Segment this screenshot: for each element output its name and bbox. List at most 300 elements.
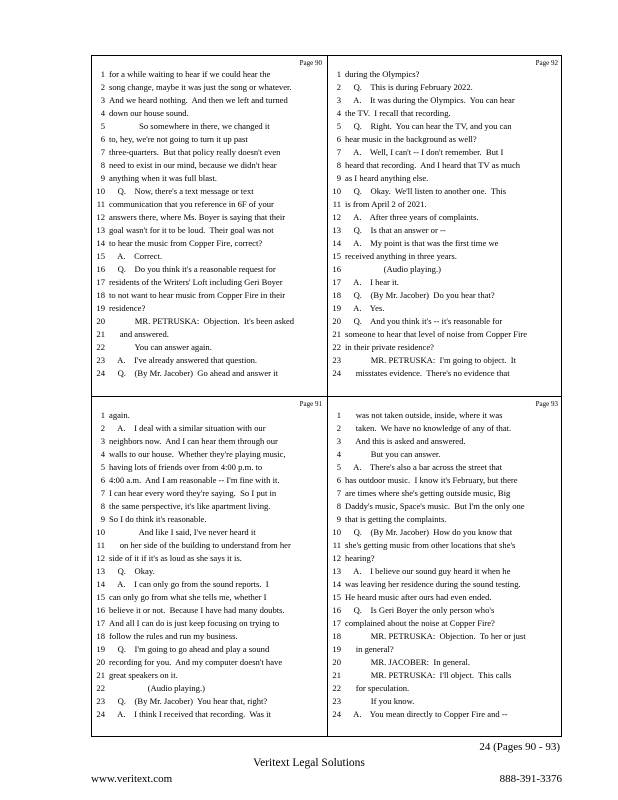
line-number: 7 bbox=[336, 147, 341, 157]
line-number: 13 bbox=[332, 225, 341, 235]
transcript-line bbox=[328, 539, 562, 552]
transcript-line bbox=[328, 133, 562, 146]
line-text: MR. JACOBER: In general. bbox=[345, 657, 471, 667]
transcript-line bbox=[328, 250, 562, 263]
line-text: residents of the Writers' Loft including Geri Boyer bbox=[109, 277, 283, 287]
line-number: 14 bbox=[332, 579, 341, 589]
transcript-line bbox=[328, 159, 562, 172]
line-number: 23 bbox=[332, 696, 341, 706]
transcript-page-93 bbox=[328, 397, 562, 737]
transcript-line bbox=[328, 354, 562, 367]
transcript-line bbox=[92, 328, 326, 341]
line-text: MR. PETRUSKA: I'll object. This calls bbox=[345, 670, 512, 680]
transcript-line bbox=[92, 341, 326, 354]
transcript-line bbox=[328, 185, 562, 198]
line-text: A. You mean directly to Copper Fire and -- bbox=[345, 709, 508, 719]
line-number: 18 bbox=[332, 631, 341, 641]
line-text: Q. This is during February 2022. bbox=[345, 82, 473, 92]
line-number: 16 bbox=[332, 264, 341, 274]
transcript-line bbox=[92, 237, 326, 250]
line-number: 17 bbox=[96, 618, 105, 628]
transcript-line bbox=[92, 107, 326, 120]
line-text: in general? bbox=[345, 644, 394, 654]
transcript-line bbox=[92, 409, 326, 422]
transcript-page-90 bbox=[92, 56, 326, 396]
line-number: 13 bbox=[96, 225, 105, 235]
line-text: Q. I'm going to go ahead and play a sound bbox=[109, 644, 270, 654]
line-number: 17 bbox=[332, 618, 341, 628]
line-text: song change, maybe it was just the song or whatever. bbox=[109, 82, 292, 92]
line-number: 3 bbox=[100, 436, 105, 446]
transcript-line bbox=[92, 578, 326, 591]
line-number: 18 bbox=[96, 631, 105, 641]
transcript-line bbox=[328, 367, 562, 380]
line-text: on her side of the building to understand from her bbox=[109, 540, 291, 550]
line-text: And this is asked and answered. bbox=[345, 436, 466, 446]
line-number: 24 bbox=[332, 709, 341, 719]
transcript-line bbox=[328, 708, 562, 721]
line-number: 11 bbox=[96, 199, 105, 209]
line-number: 7 bbox=[100, 147, 105, 157]
transcript-line bbox=[328, 422, 562, 435]
transcript-frame bbox=[91, 55, 562, 737]
line-text: recording for you. And my computer doesn't have bbox=[109, 657, 283, 667]
line-text: And we heard nothing. And then we left and turned bbox=[109, 95, 288, 105]
line-number: 4 bbox=[100, 108, 105, 118]
line-text: I can hear every word they're saying. So I put in bbox=[109, 488, 277, 498]
line-number: 14 bbox=[96, 238, 105, 248]
line-text: are times where she's getting outside music, Big bbox=[345, 488, 511, 498]
line-text: in their private residence? bbox=[345, 342, 434, 352]
line-number: 22 bbox=[332, 683, 341, 693]
transcript-line bbox=[92, 315, 326, 328]
line-number: 4 bbox=[336, 108, 341, 118]
line-text: to hear the music from Copper Fire, correct? bbox=[109, 238, 263, 248]
line-text: three-quarters. But that policy really doesn't even bbox=[109, 147, 281, 157]
line-text: heard that recording. And I heard that TV as much bbox=[345, 160, 521, 170]
line-text: (Audio playing.) bbox=[109, 683, 205, 693]
transcript-line bbox=[328, 487, 562, 500]
transcript-line bbox=[328, 643, 562, 656]
line-text: was leaving her residence during the sound testing. bbox=[345, 579, 521, 589]
transcript-line bbox=[92, 669, 326, 682]
page-number-label: Page 93 bbox=[535, 400, 558, 408]
line-text: A. Yes. bbox=[345, 303, 385, 313]
line-number: 15 bbox=[332, 251, 341, 261]
line-text: But you can answer. bbox=[345, 449, 441, 459]
line-number: 9 bbox=[100, 514, 105, 524]
transcript-line bbox=[328, 68, 562, 81]
transcript-line bbox=[328, 276, 562, 289]
transcript-line bbox=[92, 224, 326, 237]
line-number: 2 bbox=[336, 423, 341, 433]
transcript-line bbox=[328, 604, 562, 617]
line-text: A. There's also a bar across the street that bbox=[345, 462, 502, 472]
transcript-line bbox=[328, 617, 562, 630]
line-text: to, hey, we're not going to turn it up past bbox=[109, 134, 248, 144]
transcript-line bbox=[92, 461, 326, 474]
line-text: So somewhere in there, we changed it bbox=[109, 121, 270, 131]
transcript-line bbox=[328, 695, 562, 708]
line-number: 1 bbox=[336, 69, 341, 79]
line-number: 3 bbox=[336, 95, 341, 105]
line-number: 16 bbox=[96, 264, 105, 274]
line-text: A. I can only go from the sound reports. I bbox=[109, 579, 269, 589]
transcript-line bbox=[92, 500, 326, 513]
line-number: 23 bbox=[332, 355, 341, 365]
line-number: 6 bbox=[336, 475, 341, 485]
line-number: 1 bbox=[336, 410, 341, 420]
transcript-line bbox=[92, 94, 326, 107]
line-text: has outdoor music. I know it's February, but there bbox=[345, 475, 518, 485]
line-number: 24 bbox=[332, 368, 341, 378]
transcript-line bbox=[92, 552, 326, 565]
transcript-line bbox=[92, 68, 326, 81]
line-text: was not taken outside, inside, where it was bbox=[345, 410, 503, 420]
line-text: Q. Now, there's a text message or text bbox=[109, 186, 254, 196]
line-text: to not want to hear music from Copper Fire in their bbox=[109, 290, 286, 300]
line-text: So I do think it's reasonable. bbox=[109, 514, 207, 524]
transcript-line bbox=[92, 487, 326, 500]
line-text: down our house sound. bbox=[109, 108, 189, 118]
line-text: is from April 2 of 2021. bbox=[345, 199, 427, 209]
line-text: Q. Okay. bbox=[109, 566, 155, 576]
line-number: 14 bbox=[96, 579, 105, 589]
line-text: A. I think I received that recording. Was it bbox=[109, 709, 271, 719]
transcript-line bbox=[92, 695, 326, 708]
line-text: the TV. I recall that recording. bbox=[345, 108, 451, 118]
transcript-page-91 bbox=[92, 397, 326, 737]
line-text: A. I've already answered that question. bbox=[109, 355, 258, 365]
line-number: 5 bbox=[336, 462, 341, 472]
line-text: Q. Right. You can hear the TV, and you can bbox=[345, 121, 512, 131]
line-number: 9 bbox=[100, 173, 105, 183]
transcript-line bbox=[92, 474, 326, 487]
line-number: 7 bbox=[100, 488, 105, 498]
transcript-line bbox=[328, 578, 562, 591]
transcript-line bbox=[328, 435, 562, 448]
transcript-line bbox=[92, 302, 326, 315]
line-number: 23 bbox=[96, 355, 105, 365]
line-number: 19 bbox=[96, 644, 105, 654]
line-number: 8 bbox=[336, 501, 341, 511]
transcript-line bbox=[328, 461, 562, 474]
line-text: hear music in the background as well? bbox=[345, 134, 477, 144]
transcript-line bbox=[92, 185, 326, 198]
line-number: 20 bbox=[332, 657, 341, 667]
transcript-line bbox=[92, 565, 326, 578]
line-text: for a while waiting to hear if we could hear the bbox=[109, 69, 271, 79]
line-text: Q. (By Mr. Jacober) Go ahead and answer it bbox=[109, 368, 278, 378]
line-number: 14 bbox=[332, 238, 341, 248]
transcript-line bbox=[92, 146, 326, 159]
line-number: 10 bbox=[96, 186, 105, 196]
transcript-line bbox=[328, 302, 562, 315]
line-text: hearing? bbox=[345, 553, 375, 563]
line-text: And all I can do is just keep focusing on trying to bbox=[109, 618, 280, 628]
line-text: 4:00 a.m. And I am reasonable -- I'm fine with it. bbox=[109, 475, 280, 485]
line-number: 8 bbox=[100, 160, 105, 170]
line-number: 8 bbox=[336, 160, 341, 170]
line-number: 10 bbox=[332, 527, 341, 537]
line-text: Q. Is Geri Boyer the only person who's bbox=[345, 605, 495, 615]
line-text: MR. PETRUSKA: Objection. It's been asked bbox=[109, 316, 295, 326]
transcript-line bbox=[92, 172, 326, 185]
line-number: 12 bbox=[96, 553, 105, 563]
transcript-line bbox=[328, 172, 562, 185]
transcript-line bbox=[92, 120, 326, 133]
transcript-line bbox=[92, 367, 326, 380]
line-text: received anything in three years. bbox=[345, 251, 457, 261]
line-number: 10 bbox=[332, 186, 341, 196]
line-number: 24 bbox=[96, 368, 105, 378]
transcript-line bbox=[92, 250, 326, 263]
website-link[interactable]: www.veritext.com bbox=[91, 773, 173, 785]
line-text: And like I said, I've never heard it bbox=[109, 527, 256, 537]
line-text: A. It was during the Olympics. You can hear bbox=[345, 95, 515, 105]
line-text: A. My point is that was the first time we bbox=[345, 238, 499, 248]
line-number: 1 bbox=[100, 69, 105, 79]
line-number: 17 bbox=[96, 277, 105, 287]
line-text: A. I hear it. bbox=[345, 277, 399, 287]
line-text: (Audio playing.) bbox=[345, 264, 441, 274]
line-number: 12 bbox=[332, 212, 341, 222]
line-text: she's getting music from other locations that she's bbox=[345, 540, 516, 550]
line-number: 11 bbox=[332, 540, 341, 550]
line-number: 20 bbox=[96, 316, 105, 326]
line-text: for speculation. bbox=[345, 683, 410, 693]
line-text: again. bbox=[109, 410, 130, 420]
line-number: 6 bbox=[100, 134, 105, 144]
line-number: 21 bbox=[332, 329, 341, 339]
line-text: A. Correct. bbox=[109, 251, 162, 261]
line-number: 3 bbox=[100, 95, 105, 105]
transcript-line bbox=[92, 198, 326, 211]
line-text: Q. And you think it's -- it's reasonable for bbox=[345, 316, 503, 326]
transcript-line bbox=[328, 526, 562, 539]
transcript-line bbox=[328, 656, 562, 669]
line-number: 20 bbox=[332, 316, 341, 326]
transcript-line bbox=[92, 435, 326, 448]
line-number: 17 bbox=[332, 277, 341, 287]
line-number: 5 bbox=[100, 462, 105, 472]
transcript-line bbox=[92, 539, 326, 552]
transcript-line bbox=[92, 656, 326, 669]
transcript-line bbox=[92, 630, 326, 643]
page-number-label: Page 92 bbox=[535, 59, 558, 67]
line-text: Daddy's music, Space's music. But I'm the only one bbox=[345, 501, 525, 511]
line-number: 18 bbox=[332, 290, 341, 300]
line-number: 12 bbox=[332, 553, 341, 563]
transcript-line bbox=[328, 409, 562, 422]
line-number: 19 bbox=[332, 303, 341, 313]
line-text: communication that you reference in 6F of your bbox=[109, 199, 274, 209]
transcript-line bbox=[328, 94, 562, 107]
line-text: complained about the noise at Copper Fire? bbox=[345, 618, 495, 628]
company-name: Veritext Legal Solutions bbox=[253, 757, 365, 769]
transcript-line bbox=[328, 224, 562, 237]
line-text: during the Olympics? bbox=[345, 69, 420, 79]
transcript-line bbox=[92, 513, 326, 526]
line-number: 11 bbox=[332, 199, 341, 209]
line-number: 2 bbox=[100, 82, 105, 92]
line-number: 5 bbox=[100, 121, 105, 131]
transcript-line bbox=[92, 159, 326, 172]
phone-number: 888-391-3376 bbox=[499, 773, 562, 785]
line-number: 22 bbox=[332, 342, 341, 352]
page-range-label: 24 (Pages 90 - 93) bbox=[479, 741, 560, 753]
line-text: A. Well, I can't -- I don't remember. But I bbox=[345, 147, 504, 157]
transcript-line bbox=[92, 133, 326, 146]
transcript-line bbox=[328, 315, 562, 328]
line-number: 21 bbox=[332, 670, 341, 680]
line-text: need to exist in our mind, because we didn't hear bbox=[109, 160, 277, 170]
line-number: 9 bbox=[336, 173, 341, 183]
line-number: 15 bbox=[332, 592, 341, 602]
line-text: A. After three years of complaints. bbox=[345, 212, 479, 222]
transcript-line bbox=[328, 591, 562, 604]
transcript-line bbox=[92, 81, 326, 94]
line-text: residence? bbox=[109, 303, 146, 313]
line-text: MR. PETRUSKA: I'm going to object. It bbox=[345, 355, 517, 365]
line-text: great speakers on it. bbox=[109, 670, 178, 680]
transcript-line bbox=[92, 617, 326, 630]
transcript-line bbox=[328, 237, 562, 250]
line-number: 23 bbox=[96, 696, 105, 706]
line-number: 21 bbox=[96, 670, 105, 680]
transcript-line bbox=[92, 448, 326, 461]
transcript-page-92 bbox=[328, 56, 562, 396]
line-text: If you know. bbox=[345, 696, 415, 706]
transcript-line bbox=[92, 526, 326, 539]
transcript-line bbox=[328, 81, 562, 94]
line-text: Q. (By Mr. Jacober) You hear that, right? bbox=[109, 696, 268, 706]
transcript-line bbox=[328, 630, 562, 643]
line-text: He heard music after ours had even ended. bbox=[345, 592, 492, 602]
transcript-line bbox=[328, 500, 562, 513]
line-number: 3 bbox=[336, 436, 341, 446]
transcript-line bbox=[328, 474, 562, 487]
line-number: 18 bbox=[96, 290, 105, 300]
line-text: Q. (By Mr. Jacober) Do you hear that? bbox=[345, 290, 495, 300]
line-text: side of it if it's as loud as she says it is. bbox=[109, 553, 242, 563]
line-text: A. I deal with a similar situation with our bbox=[109, 423, 266, 433]
line-number: 4 bbox=[336, 449, 341, 459]
line-number: 16 bbox=[332, 605, 341, 615]
transcript-line bbox=[92, 211, 326, 224]
line-text: having lots of friends over from 4:00 p.m. to bbox=[109, 462, 263, 472]
line-number: 21 bbox=[96, 329, 105, 339]
line-text: Q. Do you think it's a reasonable request for bbox=[109, 264, 276, 274]
line-text: believe it or not. Because I have had many doubts. bbox=[109, 605, 285, 615]
transcript-line bbox=[92, 422, 326, 435]
line-text: Q. Is that an answer or -- bbox=[345, 225, 446, 235]
line-text: taken. We have no knowledge of any of that. bbox=[345, 423, 512, 433]
transcript-line bbox=[92, 604, 326, 617]
transcript-line bbox=[328, 120, 562, 133]
line-number: 15 bbox=[96, 592, 105, 602]
transcript-line bbox=[92, 643, 326, 656]
transcript-line bbox=[328, 682, 562, 695]
transcript-line bbox=[92, 591, 326, 604]
transcript-line bbox=[328, 263, 562, 276]
line-number: 19 bbox=[96, 303, 105, 313]
page-number-label: Page 91 bbox=[299, 400, 322, 408]
line-text: walls to our house. Whether they're playing music, bbox=[109, 449, 286, 459]
transcript-line bbox=[328, 328, 562, 341]
line-number: 22 bbox=[96, 683, 105, 693]
transcript-line bbox=[328, 341, 562, 354]
line-number: 24 bbox=[96, 709, 105, 719]
line-number: 1 bbox=[100, 410, 105, 420]
line-number: 16 bbox=[96, 605, 105, 615]
page-number-label: Page 90 bbox=[299, 59, 322, 67]
transcript-line bbox=[92, 263, 326, 276]
transcript-line bbox=[92, 289, 326, 302]
line-number: 19 bbox=[332, 644, 341, 654]
line-number: 2 bbox=[336, 82, 341, 92]
line-text: Q. (By Mr. Jacober) How do you know that bbox=[345, 527, 513, 537]
line-text: neighbors now. And I can hear them through our bbox=[109, 436, 278, 446]
line-number: 9 bbox=[336, 514, 341, 524]
line-text: as I heard anything else. bbox=[345, 173, 429, 183]
line-text: goal wasn't for it to be loud. Their goal was not bbox=[109, 225, 274, 235]
line-number: 7 bbox=[336, 488, 341, 498]
line-text: misstates evidence. There's no evidence that bbox=[345, 368, 510, 378]
line-text: anything when it was full blast. bbox=[109, 173, 217, 183]
line-number: 2 bbox=[100, 423, 105, 433]
line-number: 12 bbox=[96, 212, 105, 222]
transcript-line bbox=[328, 146, 562, 159]
line-number: 5 bbox=[336, 121, 341, 131]
line-number: 22 bbox=[96, 342, 105, 352]
transcript-line bbox=[328, 198, 562, 211]
transcript-line bbox=[92, 276, 326, 289]
transcript-line bbox=[92, 708, 326, 721]
line-number: 13 bbox=[332, 566, 341, 576]
line-number: 10 bbox=[96, 527, 105, 537]
line-text: and answered. bbox=[109, 329, 169, 339]
line-text: the same perspective, it's like apartment living. bbox=[109, 501, 271, 511]
line-text: answers there, where Ms. Boyer is saying that their bbox=[109, 212, 286, 222]
line-text: Q. Okay. We'll listen to another one. This bbox=[345, 186, 507, 196]
line-number: 20 bbox=[96, 657, 105, 667]
line-number: 13 bbox=[96, 566, 105, 576]
transcript-line bbox=[328, 107, 562, 120]
line-text: A. I believe our sound guy heard it when he bbox=[345, 566, 511, 576]
line-number: 4 bbox=[100, 449, 105, 459]
transcript-line bbox=[328, 289, 562, 302]
transcript-line bbox=[328, 448, 562, 461]
line-number: 8 bbox=[100, 501, 105, 511]
transcript-line bbox=[328, 513, 562, 526]
transcript-line bbox=[328, 565, 562, 578]
line-number: 6 bbox=[100, 475, 105, 485]
transcript-line bbox=[92, 682, 326, 695]
line-text: MR. PETRUSKA: Objection. To her or just bbox=[345, 631, 526, 641]
line-number: 15 bbox=[96, 251, 105, 261]
line-number: 6 bbox=[336, 134, 341, 144]
transcript-line bbox=[328, 211, 562, 224]
line-text: can only go from what she tells me, whether I bbox=[109, 592, 267, 602]
line-text: that is getting the complaints. bbox=[345, 514, 447, 524]
line-text: You can answer again. bbox=[109, 342, 212, 352]
line-text: follow the rules and run my business. bbox=[109, 631, 238, 641]
transcript-line bbox=[328, 669, 562, 682]
line-text: someone to hear that level of noise from Copper Fire bbox=[345, 329, 528, 339]
transcript-line bbox=[328, 552, 562, 565]
transcript-line bbox=[92, 354, 326, 367]
